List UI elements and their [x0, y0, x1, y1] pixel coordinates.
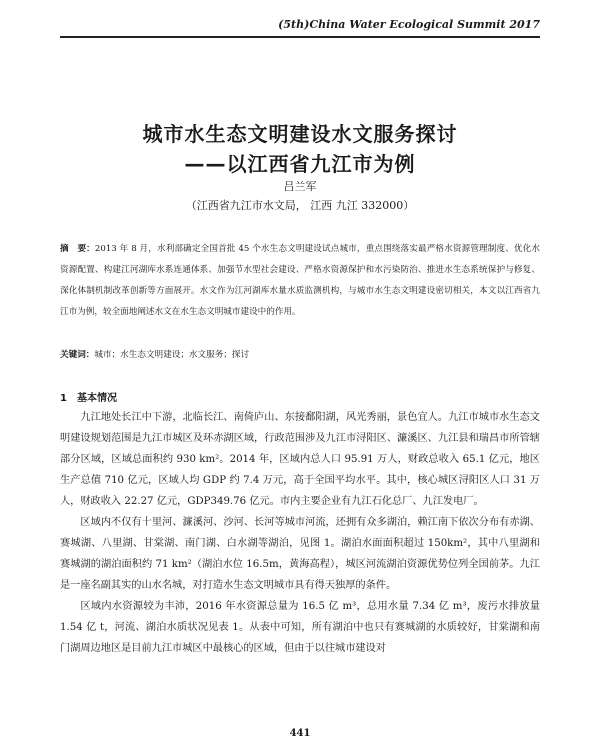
keywords-label: 关键词： — [60, 350, 95, 360]
body-paragraph: 区域内不仅有十里河、濂溪河、沙河、长河等城市河流，还拥有众多湖泊，赖江南下依次分布有赤湖、赛城湖、八里湖、甘棠湖、南门湖、白水湖等湖泊，见图 1。湖泊水面面积超过 150km²，其中八里湖和赛城湖的湖泊面积约 71 km²（湖泊水位 16.5m，黄海高程），城区河流湖泊资源优势位列全国前茅。九江是一座名副其实的山水名城，对打造水生态文明城市具有得天独厚的条件。 — [60, 517, 540, 591]
body-paragraph: 九江地处长江中下游，北临长江、南倚庐山、东接鄱阳湖，风光秀丽，景色宜人。九江市城市水生态文明建设规划范围是九江市城区及环赤湖区域，行政范围涉及九江市浔阳区、濂溪区、九江县和瑞昌市所管辖部分区域，区域总面积约 930 km²。2014 年，区域内总人口 95.91 万人，财政总收入 65.1 亿元，地区生产总值 710 亿元，区域人均 GDP 约 7.4 万元，高于全国平均水平。其中，核心城区浔阳区人口 31 万人，财政收入 22.27 亿元，GDP349.76 亿元。市内主要企业有九江石化总厂、九江发电厂。 — [60, 412, 540, 507]
paper-title: 城市水生态文明建设水文服务探讨 — [142, 122, 458, 146]
body-text — [60, 407, 540, 659]
keywords — [60, 345, 540, 365]
author-affiliation: （江西省九江市水文局， 江西 九江 332000） — [185, 199, 415, 212]
abstract-text: 2013 年 8 月，水利部确定全国首批 45 个水生态文明建设试点城市，重点围绕落实最严格水资源管理制度、优化水资源配置、构建江河湖库水系连通体系、加强节水型社会建设、严格水资源保护和水污染防治、推进水生态系统保护与修复、深化体制机制改革创新等方面展开。水文作为江河湖库水量水质监测机构，与城市水生态文明建设密切相关，本文以江西省九江市为例，较全面地阐述水文在水生态文明城市建设中的作用。 — [60, 244, 540, 317]
paper-subtitle: ——以江西省九江市为例 — [184, 152, 416, 176]
abstract-label: 摘 要： — [60, 244, 95, 254]
body-paragraph: 区域内水资源较为丰沛，2016 年水资源总量为 16.5 亿 m³，总用水量 7.34 亿 m³，废污水排放量 1.54 亿 t，河流、湖泊水质状况见表 1。从表中可知，所有湖泊中也只有赛城湖的水质较好，甘棠湖和南门湖周边地区是目前九江市城区中最核心的区域，但由于以往城市建设对 — [60, 601, 540, 654]
keywords-text: 城市；水生态文明建设；水文服务；探讨 — [94, 350, 250, 360]
abstract — [60, 239, 540, 323]
author-name: 吕兰军 — [283, 180, 317, 193]
header-rule — [60, 36, 540, 38]
running-header: (5th)China Water Ecological Summit 2017 — [278, 18, 540, 31]
page-number: 441 — [289, 728, 311, 739]
section-heading: 1 基本情况 — [60, 393, 117, 404]
